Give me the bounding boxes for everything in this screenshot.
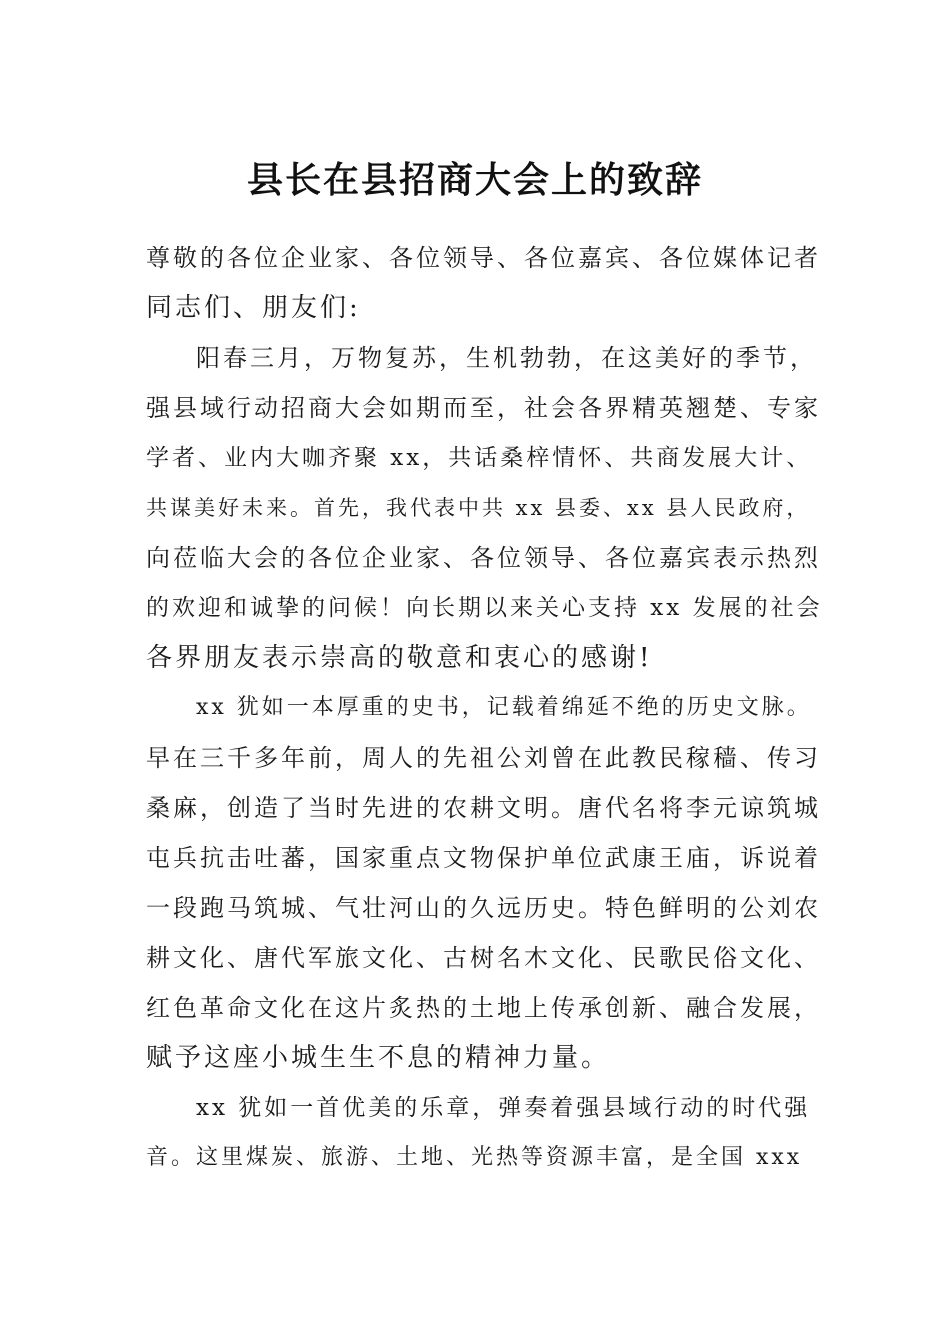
text-line: 强县域行动招商大会如期而至，社会各界精英翘楚、专家 [146, 394, 821, 422]
text-line: 的欢迎和诚挚的问候！向长期以来关心支持 xx 发展的社会 [146, 595, 823, 621]
text-line: 各界朋友表示崇高的敬意和衷心的感谢! [146, 643, 653, 673]
text-line: 一段跑马筑城、气壮河山的久远历史。特色鲜明的公刘农 [146, 894, 821, 922]
text-line: 赋予这座小城生生不息的精神力量。 [146, 1043, 611, 1073]
text-line: 学者、业内大咖齐聚 xx，共话桑梓情怀、共商发展大计、 [146, 445, 813, 471]
document-title: 县长在县招商大会上的致辞 [246, 159, 703, 201]
text-line: xx 犹如一首优美的乐章，弹奏着强县域行动的时代强 [196, 1095, 811, 1121]
text-line: 阳春三月，万物复苏，生机勃勃，在这美好的季节， [196, 344, 817, 372]
text-line: 同志们、朋友们: [146, 293, 361, 323]
text-line: 红色革命文化在这片炙热的土地上传承创新、融合发展， [146, 994, 821, 1022]
text-line: 屯兵抗击吐蕃，国家重点文物保护单位武康王庙，诉说着 [146, 844, 821, 872]
text-line: 桑麻，创造了当时先进的农耕文明。唐代名将李元谅筑城 [146, 794, 821, 822]
text-line: 向莅临大会的各位企业家、各位领导、各位嘉宾表示热烈 [146, 544, 821, 572]
text-line: 音。这里煤炭、旅游、土地、光热等资源丰富，是全国 xxx [146, 1145, 803, 1170]
text-line: 尊敬的各位企业家、各位领导、各位嘉宾、各位媒体记者 [146, 244, 821, 272]
text-line: 早在三千多年前，周人的先祖公刘曾在此教民稼穑、传习 [146, 744, 821, 772]
text-line: 耕文化、唐代军旅文化、古树名木文化、民歌民俗文化、 [146, 944, 821, 972]
text-line: xx 犹如一本厚重的史书，记载着绵延不绝的历史文脉。 [196, 695, 812, 720]
text-line: 共谋美好未来。首先，我代表中共 xx 县委、xx 县人民政府， [146, 496, 811, 520]
